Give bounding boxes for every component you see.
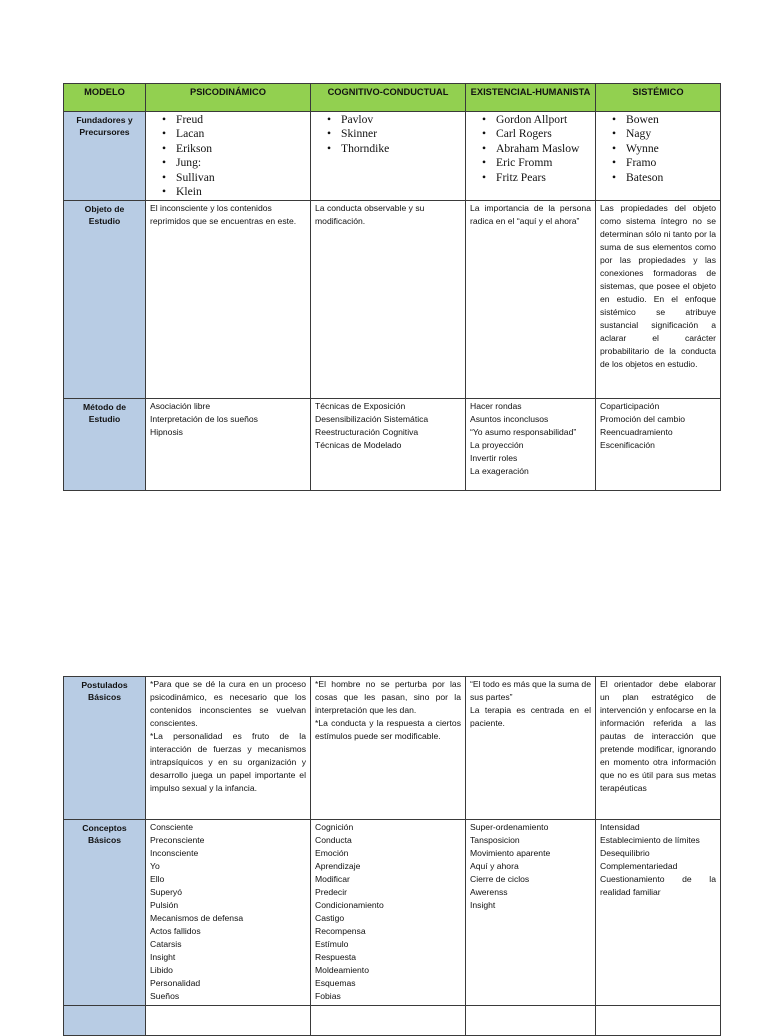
list-item: Interpretación de los sueños [150,414,258,425]
list-item: Aquí y ahora [470,861,519,871]
list-item: • Freud [162,113,306,127]
comparison-table-bottom [63,676,721,1036]
list-item: Coparticipación [600,401,660,412]
list-item: Recompensa [315,926,366,936]
cell-metodo-cog [311,399,466,491]
list-item: Cognición [315,822,354,832]
row-label-postulados: Postulados Básicos [64,677,146,820]
list-item: Insight [470,900,496,910]
list-item: Fobias [315,991,341,1001]
paragraph: *Para que se dé la cura en un proceso psicodinámico, es necesario que los contenidos inconscientes se vuelvan conscientes. [150,679,306,728]
list-item: Invertir roles [470,453,518,464]
list-item: Aprendizaje [315,861,361,871]
row-metodo [64,399,721,491]
header-existencial-humanista: EXISTENCIAL-HUMANISTA [466,84,596,112]
list-item: Castigo [315,913,345,923]
list-item: Catarsis [150,939,182,949]
list-item: Asociación libre [150,401,211,412]
row-conceptos [64,820,721,1006]
list-item: Conducta [315,835,352,845]
comparison-table-top [63,83,721,491]
cell-metodo-sist [596,399,721,491]
list-item: • Abraham Maslow [482,142,591,156]
cell-fundadores-psico [146,112,311,201]
list-item: • Bowen [612,113,716,127]
list-item: • Nagy [612,127,716,141]
list-item: Hacer rondas [470,401,522,412]
list-item: Intensidad [600,822,640,832]
list-item: Awerenss [470,887,508,897]
header-modelo: MODELO [64,84,146,112]
list-item: • Skinner [327,127,461,141]
list-item: Superyó [150,887,183,897]
list-item: • Bateson [612,171,716,185]
list-item: Estímulo [315,939,349,949]
list-item: Hipnosis [150,427,183,438]
cell-postulados-psico [146,677,311,820]
cell-fundadores-sist [596,112,721,201]
list-item: Técnicas de Modelado [315,440,402,451]
list-item: Libido [150,965,173,975]
paragraph: La terapia es centrada en el paciente. [470,705,591,728]
cell-metodo-psico [146,399,311,491]
list-item: Sueños [150,991,180,1001]
list-item: Moldeamiento [315,965,369,975]
list-item: Personalidad [150,978,201,988]
list-item: Asuntos inconclusos [470,414,549,425]
row-fundadores [64,112,721,201]
list-item: Escenificación [600,440,655,451]
row-objeto [64,201,721,399]
list-item: • Fritz Pears [482,171,591,185]
list-item: Modificar [315,874,350,884]
list-item: Pulsión [150,900,179,910]
list-item: Respuesta [315,952,357,962]
list-item: La exageración [470,466,529,477]
list-item: Actos fallidos [150,926,201,936]
cell-postulados-exis [466,677,596,820]
cell-objeto-psico: El inconsciente y los contenidos reprimidos que se encuentras en este. [146,201,311,399]
cell-objeto-sist: Las propiedades del objeto como sistema íntegro no se determinan sólo ni tanto por la suma de sus elementos como por las propiedades y las conexiones formadoras de sistemas, que posee el objeto en estudio. En el enfoque sistémico se atribuye sustancial significación a aclarar el carácter probabilitario de la conducta de los objetos en estudio. [596,201,721,399]
row-label-conceptos: Conceptos Básicos [64,820,146,1006]
cell-postulados-sist: El orientador debe elaborar un plan estratégico de intervención y enfocarse en la información referida a las pautas de interacción que pretende modificar, ignorando en momento otra información que no es útil para sus metas terapéuticas [596,677,721,820]
list-item: • Pavlov [327,113,461,127]
row-postulados [64,677,721,820]
list-item: Complementariedad [600,861,678,871]
header-cognitivo-conductual: COGNITIVO-CONDUCTUAL [311,84,466,112]
list-item: • Sullivan [162,171,306,185]
paragraph: *La personalidad es fruto de la interacción de fuerzas y mecanismos intrapsíquicos y en su organización y desarrollo juega un papel importante el impulso sexual y la infancia. [150,731,306,793]
list-item: • Wynne [612,142,716,156]
list-item: Consciente [150,822,193,832]
cell-fundadores-exis [466,112,596,201]
list-item: Cuestionamiento de la realidad familiar [600,874,716,897]
list-item: • Framo [612,156,716,170]
list-item: “Yo asumo responsabilidad” [470,427,577,438]
list-item: Establecimiento de límites [600,835,700,845]
list-item: La proyección [470,440,524,451]
list-item: Emoción [315,848,349,858]
cell-objeto-cog: La conducta observable y su modificación. [311,201,466,399]
list-item: • Klein [162,185,306,199]
row-label-fundadores: Fundadores y Precursores [64,112,146,201]
cell-empty [146,1006,311,1036]
cell-empty [311,1006,466,1036]
list-item: Yo [150,861,160,871]
list-item: Cierre de ciclos [470,874,530,884]
cell-metodo-exis [466,399,596,491]
list-item: Preconsciente [150,835,205,845]
cell-empty [596,1006,721,1036]
list-item: Reencuadramiento [600,427,673,438]
header-row [64,84,721,112]
list-item: Insight [150,952,176,962]
list-item: Tansposicion [470,835,520,845]
cell-conceptos-psico [146,820,311,1006]
list-item: Inconsciente [150,848,199,858]
list-item: Super-ordenamiento [470,822,549,832]
paragraph: *El hombre no se perturba por las cosas que les pasan, sino por la interpretación que les dan. [315,679,461,715]
list-item: • Carl Rogers [482,127,591,141]
list-item: Reestructuración Cognitiva [315,427,419,438]
list-item: Técnicas de Exposición [315,401,406,412]
list-item: • Jung: [162,156,306,170]
row-label-empty [64,1006,146,1036]
cell-empty [466,1006,596,1036]
cell-conceptos-cog [311,820,466,1006]
cell-fundadores-cog [311,112,466,201]
list-item: Promoción del cambio [600,414,686,425]
paragraph: “El todo es más que la suma de sus partes” [470,679,591,702]
list-item: Mecanismos de defensa [150,913,244,923]
list-item: • Thorndike [327,142,461,156]
list-item: • Gordon Allport [482,113,591,127]
header-sistemico: SISTÉMICO [596,84,721,112]
list-item: Esquemas [315,978,356,988]
cell-objeto-exis: La importancia de la persona radica en el “aquí y el ahora” [466,201,596,399]
list-item: Ello [150,874,165,884]
paragraph: *La conducta y la respuesta a ciertos estímulos puede ser modificable. [315,718,461,741]
cell-conceptos-sist [596,820,721,1006]
list-item: • Lacan [162,127,306,141]
list-item: Predecir [315,887,347,897]
list-item: • Eric Fromm [482,156,591,170]
header-psicodinamico: PSICODINÁMICO [146,84,311,112]
list-item: Desequilibrio [600,848,650,858]
list-item: Desensibilización Sistemática [315,414,429,425]
row-label-metodo: Método de Estudio [64,399,146,491]
cell-postulados-cog [311,677,466,820]
list-item: Condicionamiento [315,900,384,910]
row-empty [64,1006,721,1036]
cell-conceptos-exis [466,820,596,1006]
list-item: • Erikson [162,142,306,156]
row-label-objeto: Objeto de Estudio [64,201,146,399]
list-item: Movimiento aparente [470,848,551,858]
